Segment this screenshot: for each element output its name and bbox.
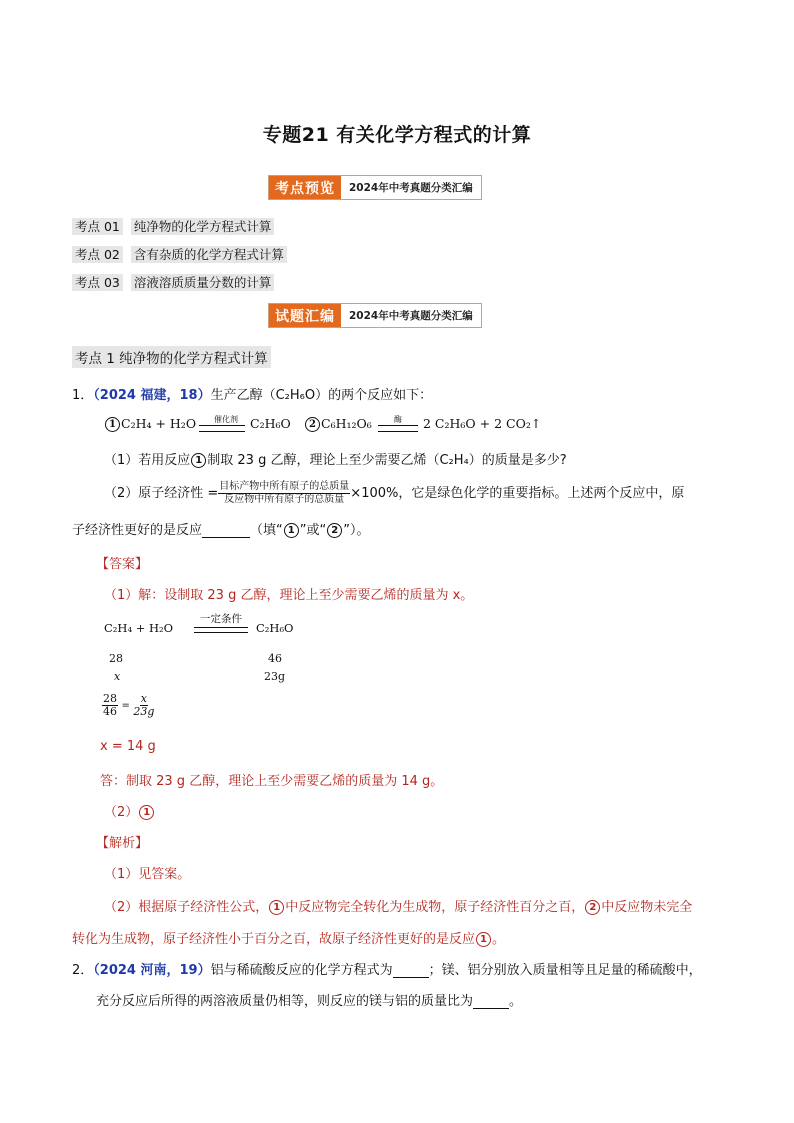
point-item [72, 217, 274, 235]
part-text: 子经济性更好的是反应 [72, 523, 203, 538]
question-text: 铝与稀硫酸反应的化学方程式为 [210, 963, 393, 978]
equals-arrow-icon [194, 627, 248, 633]
question-text: 生产乙醇（C₂H₆O）的两个反应如下： [210, 388, 433, 403]
analysis-line-3 [72, 928, 505, 947]
fraction-denominator: 23g [133, 705, 155, 718]
question-text: ；镁、铝分别放入质量相等且足量的稀硫酸中， [428, 963, 702, 978]
circle-number-icon: 1 [191, 453, 206, 468]
circle-number-icon: 1 [269, 900, 284, 915]
analysis-label: 【解析】 [96, 836, 149, 851]
question-number: 1． [72, 388, 94, 403]
banner-subtitle: 2024年中考真题分类汇编 [349, 310, 473, 322]
calc-result: x = 14 g [100, 739, 156, 754]
calc-known-mass: 23g [264, 670, 286, 683]
equation-condition: 催化剂 [214, 415, 238, 424]
calc-molar-mass: 28 [109, 652, 123, 665]
question-1-part-2-cont [72, 519, 370, 538]
ratio-left [102, 693, 118, 718]
fraction-numerator: 28 [103, 692, 117, 705]
equation-right: C₂H₆O [250, 416, 291, 431]
answer-conclusion: 答：制取 23 g 乙醇，理论上至少需要乙烯的质量为 14 g。 [100, 774, 444, 789]
part-text: 中反应物未完全 [601, 900, 693, 915]
part-text: 转化为生成物，原子经济性小于百分之百，故原子经济性更好的是反应 [72, 932, 476, 947]
circle-number-icon: 1 [284, 523, 299, 538]
part-text: （2） [104, 805, 139, 820]
circle-number-icon: 2 [305, 417, 320, 432]
equation-left: C₆H₁₂O₆ [321, 416, 372, 431]
banner-tag: 考点预览 [269, 176, 341, 199]
fraction-denominator: 46 [103, 705, 117, 718]
question-1-stem [72, 384, 432, 403]
calc-condition: 一定条件 [200, 613, 242, 625]
fraction-numerator: x [140, 692, 148, 705]
question-number: 2． [72, 963, 94, 978]
answer-label: 【答案】 [96, 557, 149, 572]
section-heading: 考点 1 纯净物的化学方程式计算 [72, 346, 271, 368]
part-text: （2）原子经济性 = [104, 486, 219, 501]
question-source: （2024 河南，19） [93, 963, 211, 978]
point-item [72, 245, 287, 263]
point-text: 溶液溶质质量分数的计算 [131, 274, 275, 291]
answer-line-1: （1）解：设制取 23 g 乙醇，理论上至少需要乙烯的质量为 x。 [104, 588, 474, 603]
answer-blank[interactable] [202, 537, 250, 538]
point-text: 纯净物的化学方程式计算 [131, 218, 275, 235]
question-1-part-1 [104, 449, 567, 468]
part-text: 制取 23 g 乙醇，理论上至少需要乙烯（C₂H₄）的质量是多少? [207, 453, 567, 468]
part-text: 。 [492, 932, 506, 947]
preview-banner [268, 175, 482, 200]
part-text: （2）根据原子经济性公式， [104, 900, 269, 915]
equation-right: 2 C₂H₆O + 2 CO₂↑ [423, 416, 542, 431]
calc-molar-mass: 46 [268, 652, 282, 665]
circle-number-icon: 1 [139, 805, 154, 820]
calc-reactants: C₂H₄ + H₂O [104, 621, 174, 635]
part-text: ”）。 [343, 523, 370, 538]
question-1-part-2 [104, 481, 684, 506]
part-text: （1）若用反应 [104, 453, 191, 468]
part-text: 中反应物完全转化为生成物，原子经济性百分之百， [285, 900, 585, 915]
calc-product: C₂H₆O [256, 621, 294, 635]
equals-arrow-icon [199, 425, 245, 432]
fraction-denominator: 反应物中所有原子的总质量 [224, 494, 345, 505]
point-item [72, 273, 274, 291]
question-2-line-2 [96, 990, 522, 1009]
equation-condition: 酶 [394, 415, 402, 424]
equation-1 [104, 416, 196, 432]
point-number: 考点 01 [72, 218, 123, 235]
banner-subtitle: 2024年中考真题分类汇编 [349, 182, 473, 194]
ratio-equation [102, 693, 154, 718]
banner-tag: 试题汇编 [269, 304, 341, 327]
page-title: 专题21 有关化学方程式的计算 [262, 124, 532, 146]
part-text: ×100%，它是绿色化学的重要指标。上述两个反应中，原 [350, 486, 685, 501]
question-source: （2024 福建，18） [93, 388, 211, 403]
ratio-right [133, 693, 154, 718]
part-text: （填“ [250, 523, 283, 538]
answer-blank[interactable] [393, 977, 429, 978]
circle-number-icon: 1 [476, 932, 491, 947]
atom-economy-fraction [218, 481, 350, 506]
point-number: 考点 03 [72, 274, 123, 291]
equals-sign: = [121, 700, 130, 712]
question-2-line-1 [72, 959, 702, 978]
analysis-line-2 [104, 896, 692, 915]
part-text: ”或“ [299, 523, 327, 538]
questions-banner [268, 303, 482, 328]
calc-unknown: x [114, 670, 121, 683]
answer-blank[interactable] [473, 1008, 509, 1009]
circle-number-icon: 2 [327, 523, 342, 538]
question-text: 充分反应后所得的两溶液质量仍相等，则反应的镁与铝的质量比为 [96, 994, 474, 1009]
circle-number-icon: 2 [585, 900, 600, 915]
equals-arrow-icon [378, 425, 418, 432]
equation-2 [304, 416, 372, 432]
point-text: 含有杂质的化学方程式计算 [131, 246, 287, 263]
fraction-numerator: 目标产物中所有原子的总质量 [219, 481, 350, 492]
analysis-line-1: （1）见答案。 [104, 867, 191, 882]
equation-left: C₂H₄ + H₂O [121, 416, 197, 431]
point-number: 考点 02 [72, 246, 123, 263]
circle-number-icon: 1 [105, 417, 120, 432]
question-text: 。 [509, 994, 523, 1009]
answer-part-2 [104, 801, 155, 820]
